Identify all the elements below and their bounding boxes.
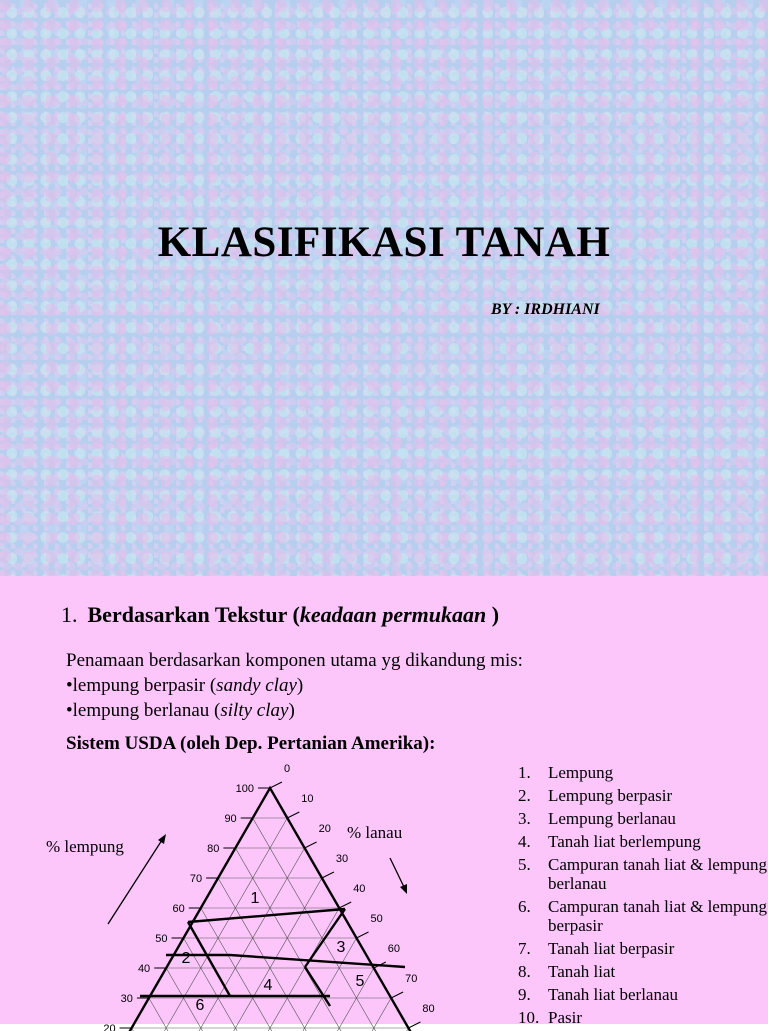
legend-item-text: Lempung berlanau	[548, 809, 676, 828]
right-tick	[357, 932, 369, 938]
right-tick	[322, 872, 334, 878]
left-tick-label: 100	[235, 783, 254, 795]
bullet-text: •lempung berpasir (	[66, 675, 217, 696]
triangle-region-boundaries	[97, 788, 443, 1031]
legend-item-text: Lempung	[548, 763, 614, 782]
right-tick-label: 50	[370, 913, 383, 925]
legend-item-text: Tanah liat	[548, 962, 616, 981]
legend-item-number: 1.	[518, 763, 531, 782]
axis-label-lanau: % lanau	[347, 823, 403, 842]
grid-line	[181, 938, 271, 1031]
right-tick-label: 40	[353, 883, 366, 895]
usda-system-title: Sistem USDA (oleh Dep. Pertanian Amerika):	[66, 733, 436, 754]
legend-item-number: 6.	[518, 897, 531, 916]
legend-item	[518, 832, 768, 851]
bullet-italic: sandy clay	[216, 675, 297, 696]
left-tick-label: 80	[207, 843, 220, 855]
right-tick-label: 10	[301, 793, 314, 805]
region-label: 3	[336, 939, 346, 956]
bullet-italic: silty clay	[220, 700, 289, 721]
left-tick-label: 70	[189, 873, 203, 885]
slide-title: KLASIFIKASI TANAH	[157, 219, 611, 266]
region-label: 2	[181, 950, 191, 967]
legend-item-text: Tanah liat berlempung	[548, 832, 701, 851]
legend-item	[518, 1008, 768, 1027]
left-tick-label: 20	[103, 1023, 116, 1031]
legend-item	[518, 897, 768, 935]
right-tick-label: 0	[284, 763, 291, 775]
legend-item	[518, 855, 768, 893]
region-boundary	[188, 909, 345, 922]
legend-item-text: Campuran tanah liat & lempung berpasir	[548, 897, 768, 935]
section-heading-italic: keadaan permukaan	[299, 602, 487, 627]
legend-item-number: 10.	[518, 1008, 540, 1027]
legend-item-text: Tanah liat berpasir	[548, 939, 675, 958]
left-tick-label: 60	[172, 903, 185, 915]
legend-item-number: 9.	[518, 985, 531, 1004]
grid-line	[235, 908, 339, 1031]
section-heading-text: Berdasarkan Tekstur (	[87, 602, 300, 627]
legend-item	[518, 939, 768, 958]
legend-item-number: 4.	[518, 832, 531, 851]
left-tick-label: 40	[137, 963, 151, 975]
section-number: 1.	[61, 602, 78, 627]
bullet-close: )	[288, 700, 295, 721]
legend-item-number: 8.	[518, 962, 531, 981]
legend-item-number: 5.	[518, 855, 531, 874]
author-byline: BY : IRDHIANI	[491, 301, 600, 318]
left-tick-label: 90	[224, 813, 237, 825]
section-heading-close: )	[486, 602, 500, 627]
right-tick	[287, 812, 299, 818]
region-boundary	[305, 967, 330, 1006]
legend-item-text: Campuran tanah liat & lempung berlanau	[548, 855, 768, 893]
grid-line	[201, 908, 305, 1031]
region-label: 1	[250, 890, 260, 907]
intro-text: Penamaan berdasarkan komponen utama yg dikandung mis:	[66, 650, 523, 671]
legend-item-text: Pasir	[548, 1008, 582, 1027]
right-tick-label: 80	[422, 1003, 435, 1015]
legend-item	[518, 786, 768, 805]
region-label: 4	[263, 977, 273, 994]
legend-item-number: 2.	[518, 786, 531, 805]
bullet-text: •lempung berlanau (	[66, 700, 221, 721]
right-tick-label: 30	[335, 853, 349, 865]
grid-line	[250, 818, 409, 1031]
left-tick-label: 30	[120, 993, 133, 1005]
right-tick-label: 60	[387, 943, 401, 955]
legend-item	[518, 962, 768, 981]
legend-item-text: Lempung berpasir	[548, 786, 673, 805]
legend-item-number: 7.	[518, 939, 531, 958]
legend-item	[518, 809, 768, 828]
soil-class-legend	[518, 763, 768, 1031]
region-label: 6	[195, 997, 205, 1014]
legend-item-number: 3.	[518, 809, 531, 828]
arrow-lanau-icon	[390, 858, 407, 894]
right-tick	[270, 782, 282, 788]
right-tick	[305, 842, 317, 848]
right-tick	[391, 992, 403, 998]
legend-item	[518, 763, 768, 782]
legend-item	[518, 985, 768, 1004]
right-tick-label: 70	[405, 973, 418, 985]
bullet-close: )	[296, 675, 304, 696]
right-tick	[408, 1022, 420, 1028]
arrow-lempung-icon	[108, 834, 166, 924]
region-boundary	[188, 922, 230, 996]
axis-label-lempung: % lempung	[46, 837, 124, 856]
right-tick-label: 20	[318, 823, 331, 835]
legend-item-text: Tanah liat berlanau	[548, 985, 679, 1004]
region-label: 5	[355, 973, 365, 990]
triangle-outline	[97, 788, 443, 1031]
right-tick	[339, 902, 351, 908]
left-tick-label: 50	[155, 933, 168, 945]
